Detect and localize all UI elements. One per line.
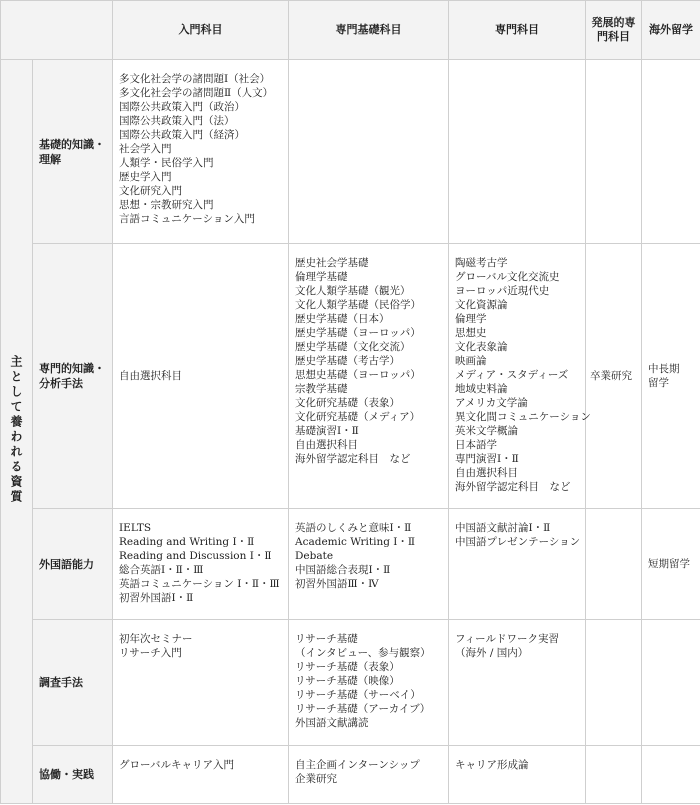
course-item: 文化人類学基礎（観光） (295, 285, 411, 297)
course-item: 社会学入門 (119, 143, 172, 155)
header-senmon: 専門科目 (449, 1, 586, 60)
course-item: リサーチ基礎（サーベイ） (295, 689, 421, 701)
course-item: Reading and Writing Ⅰ・Ⅱ (119, 536, 255, 548)
course-item: 多文化社会学の諸問題Ⅰ（社会） (119, 73, 271, 85)
category-kiso: 基礎的知識・理解 (33, 60, 113, 244)
course-item: 中国語総合表現Ⅰ・Ⅱ (295, 564, 391, 576)
course-item: 国際公共政策入門（経済） (119, 129, 245, 141)
header-hatten: 発展的専門科目 (586, 1, 642, 60)
course-item: 思想・宗教研究入門 (119, 199, 214, 211)
course-item: 中長期 (648, 363, 680, 375)
course-item: 歴史学基礎（ヨーロッパ） (295, 327, 421, 339)
corner-cell (1, 1, 113, 60)
course-item: 宗教学基礎 (295, 383, 348, 395)
chosa-senmon-kiso-list (289, 620, 449, 746)
gaikoku-nyumon-list (113, 509, 289, 620)
course-item: （海外 / 国内） (455, 647, 529, 659)
course-item: 多文化社会学の諸問題Ⅱ（人文） (119, 87, 274, 99)
course-item: フィールドワーク実習 (455, 633, 559, 645)
row-kyodo (1, 746, 700, 804)
course-item: 国際公共政策入門（政治） (119, 101, 245, 113)
kyodo-senmon-text: キャリア形成論 (455, 759, 529, 771)
kyodo-senmon-kiso-list (289, 746, 449, 804)
senmon-senmon-list (449, 244, 591, 509)
course-item: Reading and Discussion Ⅰ・Ⅱ (119, 550, 272, 562)
course-item: 国際公共政策入門（法） (119, 115, 235, 127)
row-chosa (1, 620, 700, 746)
chosa-senmon-list (449, 620, 586, 746)
course-item: リサーチ基礎（映像） (295, 675, 400, 687)
course-item: 歴史学基礎（日本） (295, 313, 390, 325)
course-item: 専門演習Ⅰ・Ⅱ (455, 453, 519, 465)
course-item: 歴史学入門 (119, 171, 172, 183)
category-gaikoku: 外国語能力 (33, 509, 113, 620)
course-item: 文化研究基礎（メディア） (295, 411, 421, 423)
row-kiso (1, 60, 700, 244)
course-item: 海外留学認定科目 など (455, 481, 571, 493)
course-item: メディア・スタディーズ (455, 369, 569, 381)
course-item: 人類学・民俗学入門 (119, 157, 214, 169)
course-item: 外国語文献講読 (295, 717, 369, 729)
course-item: リサーチ基礎（表象） (295, 661, 400, 673)
course-item: 英語のしくみと意味Ⅰ・Ⅱ (295, 522, 412, 534)
course-item: 歴史学基礎（文化交流） (295, 341, 411, 353)
course-item: リサーチ基礎 (295, 633, 358, 645)
course-item: 映画論 (455, 355, 487, 367)
course-item: 文化人類学基礎（民俗学） (295, 299, 421, 311)
course-item: 自由選択科目 (455, 467, 518, 479)
course-item: 中国語プレゼンテーション (455, 536, 581, 548)
kiso-nyumon-list (113, 60, 289, 244)
course-item: グローバル文化交流史 (455, 271, 560, 283)
course-item: 思想史 (455, 327, 487, 339)
senmon-kiso-list (289, 244, 449, 509)
course-item: Academic Writing Ⅰ・Ⅱ (295, 536, 416, 548)
course-item: 英語コミュニケーション Ⅰ・Ⅱ・Ⅲ (119, 578, 280, 590)
course-item: 歴史社会学基礎 (295, 257, 369, 269)
chosa-nyumon-list (113, 620, 289, 746)
header-kaigai: 海外留学 (642, 1, 700, 60)
course-item: 文化表象論 (455, 341, 508, 353)
course-item: リサーチ基礎（アーカイブ） (295, 703, 431, 715)
course-item: 初年次セミナー (119, 633, 193, 645)
course-item: 地域史料論 (455, 383, 508, 395)
senmon-kaigai-list (642, 244, 700, 509)
header-nyumon: 入門科目 (113, 1, 289, 60)
category-senmon: 専門的知識・分析手法 (33, 244, 113, 509)
course-item: IELTS (119, 522, 152, 534)
course-item: 初習外国語Ⅰ・Ⅱ (119, 592, 194, 604)
course-item: 異文化間コミュニケーション (455, 411, 591, 423)
course-item: 文化研究基礎（表象） (295, 397, 400, 409)
category-kyodo: 協働・実践 (33, 746, 113, 804)
header-row (1, 1, 700, 60)
senmon-hatten: 卒業研究 (586, 244, 642, 509)
course-item: 歴史学基礎（考古学） (295, 355, 400, 367)
course-item: 中国語文献討論Ⅰ・Ⅱ (455, 522, 551, 534)
course-item: 日本語学 (455, 439, 497, 451)
gaikoku-senmon-kiso-list (289, 509, 449, 620)
senmon-nyumon: 自由選択科目 (113, 244, 289, 509)
gaikoku-senmon-list (449, 509, 586, 620)
course-item: 総合英語Ⅰ・Ⅱ・Ⅲ (119, 564, 204, 576)
kyodo-nyumon (113, 746, 289, 804)
course-item: アメリカ文学論 (455, 397, 528, 409)
course-item: 初習外国語Ⅲ・Ⅳ (295, 578, 379, 590)
side-label: 主として養われる資質 (1, 60, 33, 804)
course-item: 基礎演習Ⅰ・Ⅱ (295, 425, 359, 437)
course-item: 海外留学認定科目 など (295, 453, 411, 465)
course-item: 自由選択科目 (295, 439, 358, 451)
kyodo-senmon (449, 746, 586, 804)
row-senmon (1, 244, 700, 509)
course-item: 自主企画インターンシップ (295, 759, 420, 771)
course-item: 倫理学基礎 (295, 271, 348, 283)
course-item: Debate (295, 550, 334, 562)
header-senmon-kiso: 専門基礎科目 (289, 1, 449, 60)
row-gaikoku (1, 509, 700, 620)
course-item: 言語コミュニケーション入門 (119, 213, 255, 225)
course-item: リサーチ入門 (119, 647, 182, 659)
course-item: （インタビュー、参与観察） (295, 647, 431, 659)
course-item: 思想史基礎（ヨーロッパ） (295, 369, 421, 381)
gaikoku-kaigai: 短期留学 (642, 509, 700, 620)
course-item: ヨーロッパ近現代史 (455, 285, 550, 297)
course-item: 留学 (648, 377, 669, 389)
course-item: 陶磁考古学 (455, 257, 508, 269)
course-item: 倫理学 (455, 313, 487, 325)
course-item: 英米文学概論 (455, 425, 518, 437)
course-item: 文化研究入門 (119, 185, 182, 197)
course-item: 企業研究 (295, 773, 337, 785)
kyodo-nyumon-text: グローバルキャリア入門 (119, 759, 234, 771)
category-chosa: 調査手法 (33, 620, 113, 746)
course-item: 文化資源論 (455, 299, 508, 311)
